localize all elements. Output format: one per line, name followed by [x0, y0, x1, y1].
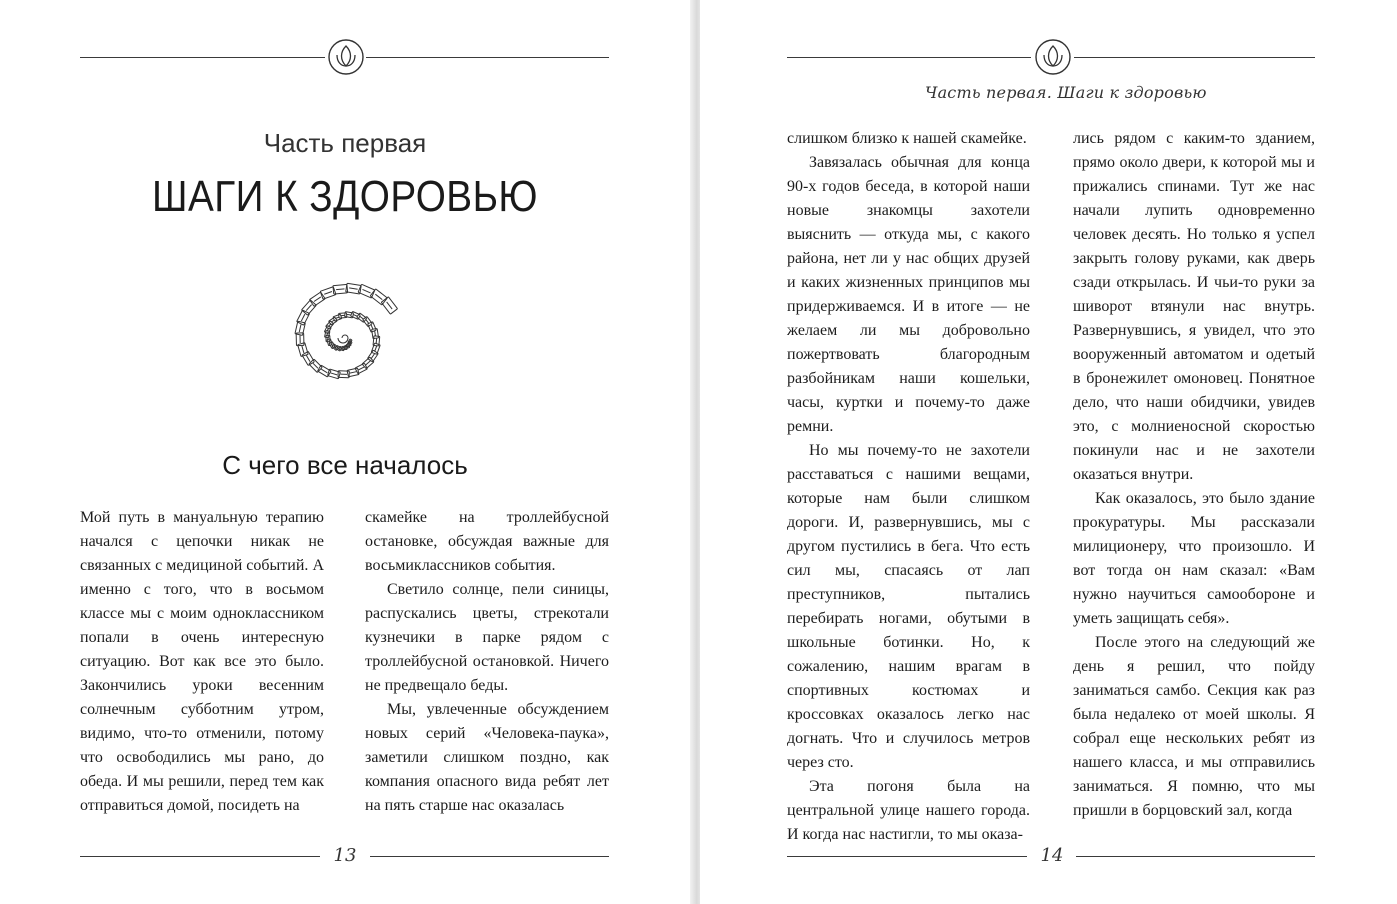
header-rule-right: [1074, 57, 1315, 58]
paragraph: Но мы почему-то не захотели расставаться с нашими вещами, которые нам были слишком дороги. И, развернувшись, мы с другом пустились в бега. Что есть сил мы, спасаясь от лап преступников, пытались перебирать ногами, обутыми в школьные ботинки. Но, к сожалению, нашим врагам в спортивных костюмах и кроссовках оказалось легко нас догнать. Что и случилось метров через сто.: [787, 442, 1030, 771]
spiral-glyph: [370, 289, 387, 305]
spiral-glyph: [371, 343, 380, 354]
paragraph: После этого на следующий же день я решил, что пойду заниматься самбо. Секция как раз была недалеко от моей школы. Я собрал еще нескольких ребят из нашего класса, и мы отправились заниматься. Я помню, что мы пришли в борцовский зал, когда: [1073, 634, 1315, 819]
header-rule-left: [80, 57, 325, 58]
page-number-right: 14: [1040, 845, 1064, 866]
footer-rule-left: [787, 856, 1027, 857]
paragraph: Мы, увлеченные обсуждением новых серий «Человека-паука», заметили слишком поздно, как компания опасного вида ребят лет на пять старше нас оказалась: [365, 701, 609, 814]
right-column-1: [787, 127, 1030, 847]
header-rule-left: [787, 57, 1031, 58]
paragraph: слишком близко к нашей скамейке.: [787, 130, 1027, 147]
paragraph: лись рядом с каким-то зданием, прямо около двери, к которой мы и прижались спинами. Тут же нас начали лупить одновременно человек десять. Но только я успел закрыть голову руками, как дверь сзади открылась. И чьи-то руки за шиворот втянули нас внутрь. Развернувшись, я увидел, что это вооруженный автоматом и одетый в бронежилет омоновец. Понятное дело, что наши обидчики, увидев это, с молниеносной скоростью покинули нас и не захотели оказаться внутри.: [1073, 130, 1315, 483]
spiral-glyph-ornament: [282, 278, 408, 398]
right-column-2: [1073, 127, 1315, 823]
left-column-1: [80, 506, 324, 818]
right-page: [700, 0, 1397, 904]
part-label: Часть первая: [263, 128, 427, 158]
running-head: Часть первая. Шаги к здоровью: [925, 83, 1207, 102]
spiral-glyph: [339, 313, 347, 318]
header-rule-right: [366, 57, 609, 58]
lotus-ornament-icon: [326, 37, 366, 77]
paragraph: Светило солнце, пели синицы, распускались цветы, стрекотали кузнечики в парке рядом с троллейбусной остановкой. Ничего не предвещало беды.: [365, 581, 609, 694]
lotus-ornament-icon: [1033, 37, 1073, 77]
paragraph: скамейке на троллейбусной остановке, обсуждая важные для восьмиклассников события.: [365, 509, 609, 574]
spiral-center: [338, 335, 348, 343]
left-page: [0, 0, 690, 904]
paragraph: Завязалась обычная для конца 90-х годов беседа, в которой наши новые знакомцы захотели выяснить — откуда мы, с какого района, нет ли у нас общих друзей и каких жизненных принципов мы придерживаемся. И в итоге — не желаем ли мы добровольно пожертвовать благородным разбойникам наши кошельки, часы, куртки и почему-то даже ремни.: [787, 154, 1030, 435]
spiral-glyph: [302, 300, 317, 315]
footer-rule-right: [370, 856, 609, 857]
paragraph: Мой путь в мануальную терапию начался с цепочки никак не связанных с медициной событий. А именно с того, что в восьмом классе мы с моим одноклассником попали в очень интересную ситуацию. Вот как все это было. Закончились уроки весенним солнечным субботним утром, видимо, что-то отменили, потому что освободились мы рано, до обеда. И мы решили, перед тем как отправиться домой, посидеть на: [80, 509, 324, 814]
section-title: С чего все началось: [222, 450, 468, 480]
footer-rule-right: [1076, 856, 1315, 857]
page-number-left: 13: [333, 845, 357, 866]
paragraph: Эта погоня была на центральной улице нашего города. И когда нас настигли, то мы оказа-: [787, 778, 1030, 843]
spiral-glyph: [381, 297, 397, 314]
footer-rule-left: [80, 856, 320, 857]
part-title: ШАГИ К ЗДОРОВЬЮ: [152, 172, 538, 221]
paragraph: Как оказалось, это было здание прокуратуры. Мы рассказали милиционеру, что произошло. И вот тогда он нам сказал: «Вам нужно научиться самообороне и уметь защищать себя».: [1073, 490, 1315, 627]
spiral-glyph: [309, 359, 322, 372]
left-column-2: [365, 506, 609, 818]
